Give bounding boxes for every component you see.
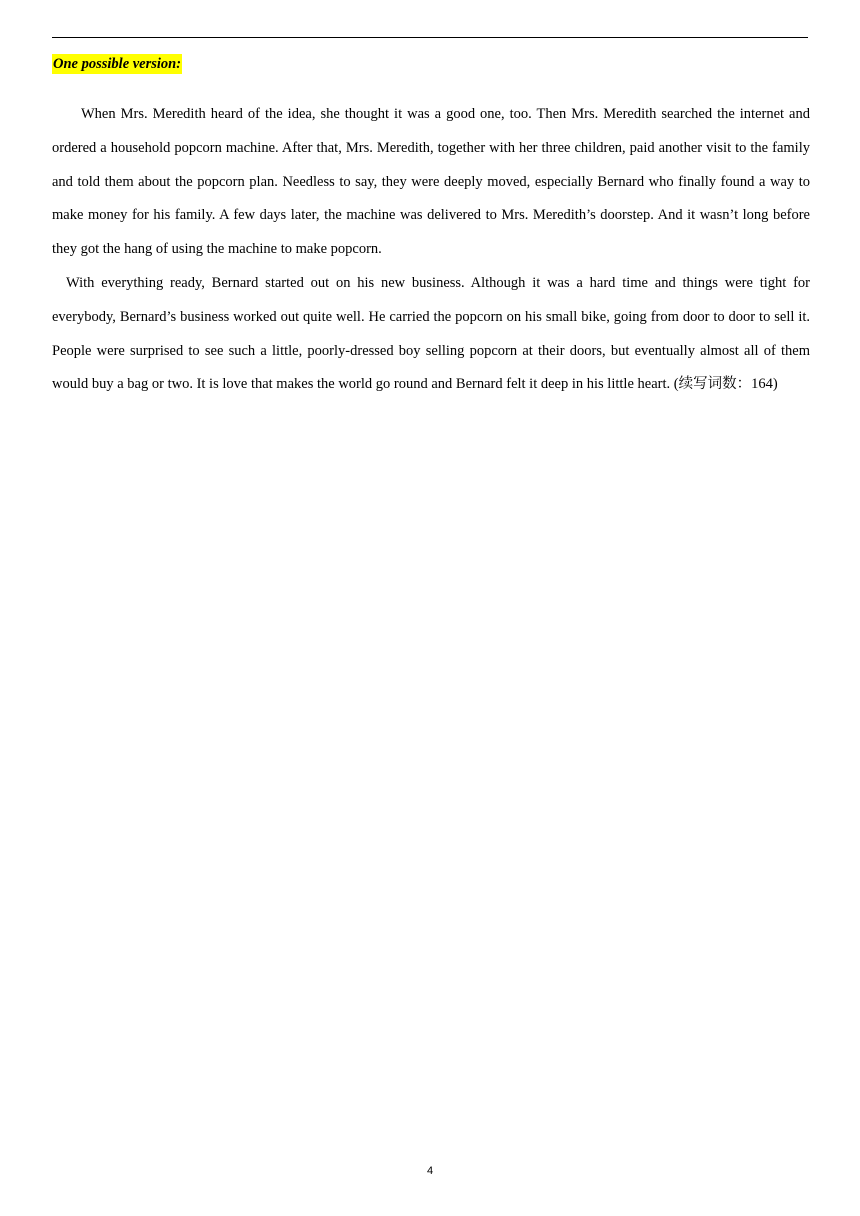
header-rule [52, 37, 808, 38]
page-number: 4 [426, 1165, 434, 1177]
paragraph-1: When Mrs. Meredith heard of the idea, she thought it was a good one, too. Then Mrs. Meredith searched the internet and ordered a household popcorn machine. After that, Mrs. Meredith, together with her three children, paid another visit to the family and told them about the popcorn plan. Needless to say, they were deeply moved, especially Bernard who finally found a way to make money for his family. A few days later, the machine was delivered to Mrs. Meredith’s doorstep. And it wasn’t long before they got the hang of using the machine to make popcorn. [52, 106, 810, 258]
body-text [52, 98, 810, 402]
paragraph-2: With everything ready, Bernard started out on his new business. Although it was a hard time and things were tight for everybody, Bernard’s business worked out quite well. He carried the popcorn on his small bike, going from door to door to sell it. People were surprised to see such a little, poorly-dressed boy selling popcorn at their doors, but eventually almost all of them would buy a bag or two. It is love that makes the world go round and Bernard felt it deep in his little heart. (续写词数：164) [52, 274, 810, 393]
section-heading: One possible version: [53, 56, 182, 72]
